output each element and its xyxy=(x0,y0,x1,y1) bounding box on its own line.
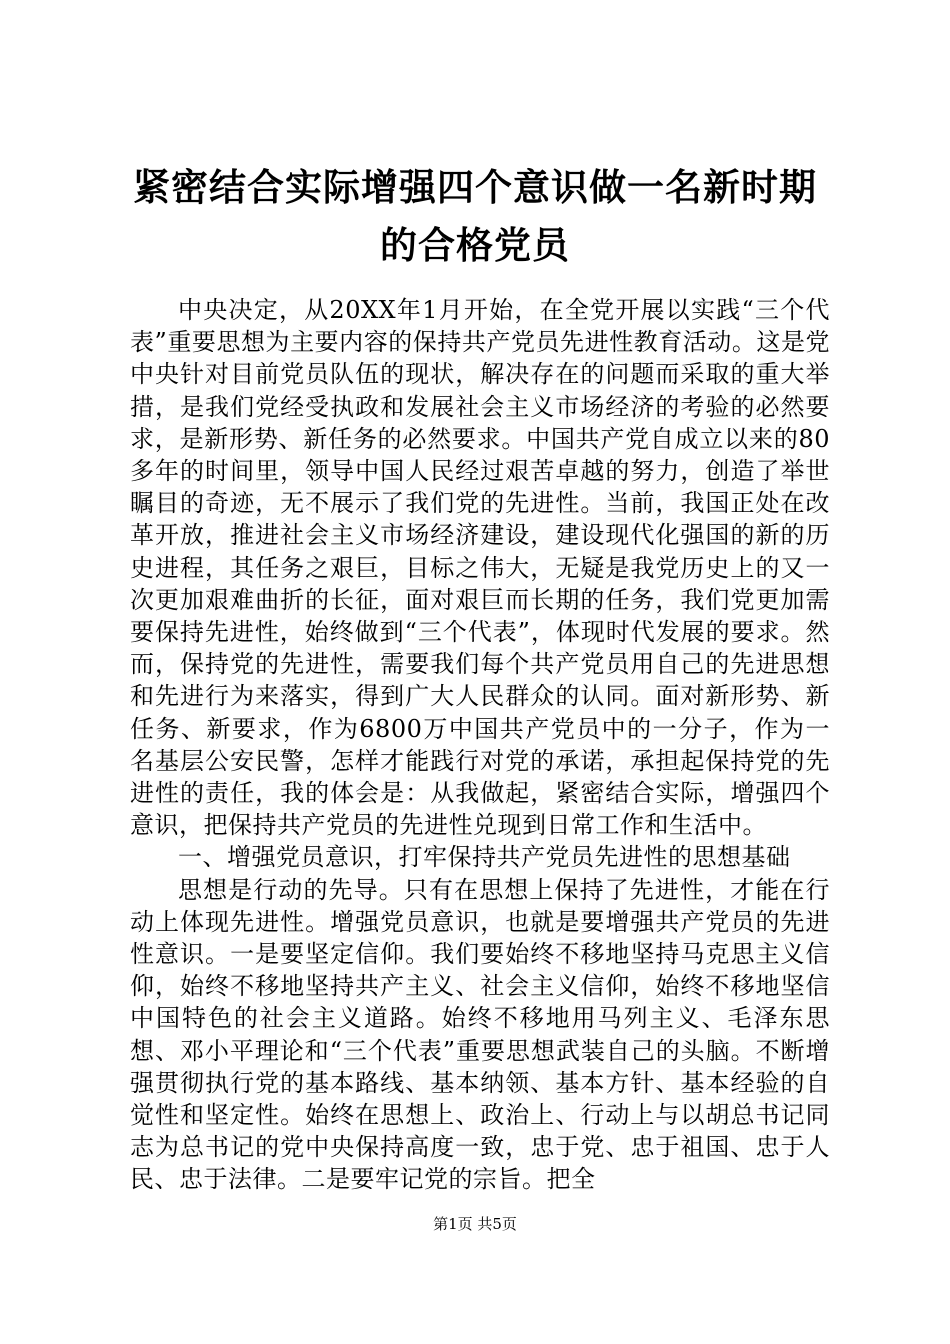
document-body xyxy=(130,294,830,1196)
body-paragraph-section-1: 思想是行动的先导。只有在思想上保持了先进性，才能在行动上体现先进性。增强党员意识，也就是要增强共产党员的先进性意识。一是要坚定信仰。我们要始终不移地坚持马克思主义信仰，始终不移地坚持共产主义、社会主义信仰，始终不移地坚信中国特色的社会主义道路。始终不移地用马列主义、毛泽东思想、邓小平理论和“三个代表”重要思想武装自己的头脑。不断增强贯彻执行党的基本路线、基本纳领、基本方针、基本经验的自觉性和坚定性。始终在思想上、政治上、行动上与以胡总书记同志为总书记的党中央保持高度一致，忠于党、忠于祖国、忠于人民、忠于法律。二是要牢记党的宗旨。把全 xyxy=(130,875,830,1194)
section-heading-1: 一、增强党员意识，打牢保持共产党员先进性的思想基础 xyxy=(178,843,791,872)
body-paragraph-intro: 中央决定，从20XX年1月开始，在全党开展以实践“三个代表”重要思想为主要内容的保持共产党员先进性教育活动。这是党中央针对目前党员队伍的现状，解决存在的问题而采取的重大举措，是我们党经受执政和发展社会主义市场经济的考验的必然要求，是新形势、新任务的必然要求。中国共产党自成立以来的80多年的时间里，领导中国人民经过艰苦卓越的努力，创造了举世瞩目的奇迹，无不展示了我们党的先进性。当前，我国正处在改革开放，推进社会主义市场经济建设，建设现代化强国的新的历史进程，其任务之艰巨，目标之伟大，无疑是我党历史上的又一次更加艰难曲折的长征，面对艰巨而长期的任务，我们党更加需要保持先进性，始终做到“三个代表”，体现时代发展的要求。然而，保持党的先进性，需要我们每个共产党员用自己的先进思想和先进行为来落实，得到广大人民群众的认同。面对新形势、新任务、新要求，作为6800万中国共产党员中的一分子，作为一名基层公安民警，怎样才能践行对党的承诺，承担起保持党的先进性的责任，我的体会是：从我做起，紧密结合实际，增强四个意识，把保持共产党员的先进性兑现到日常工作和生活中。 xyxy=(130,296,830,840)
document-title: 紧密结合实际增强四个意识做一名新时期的合格党员 xyxy=(133,165,817,267)
page-footer: 第1页 共5页 xyxy=(433,1215,517,1233)
